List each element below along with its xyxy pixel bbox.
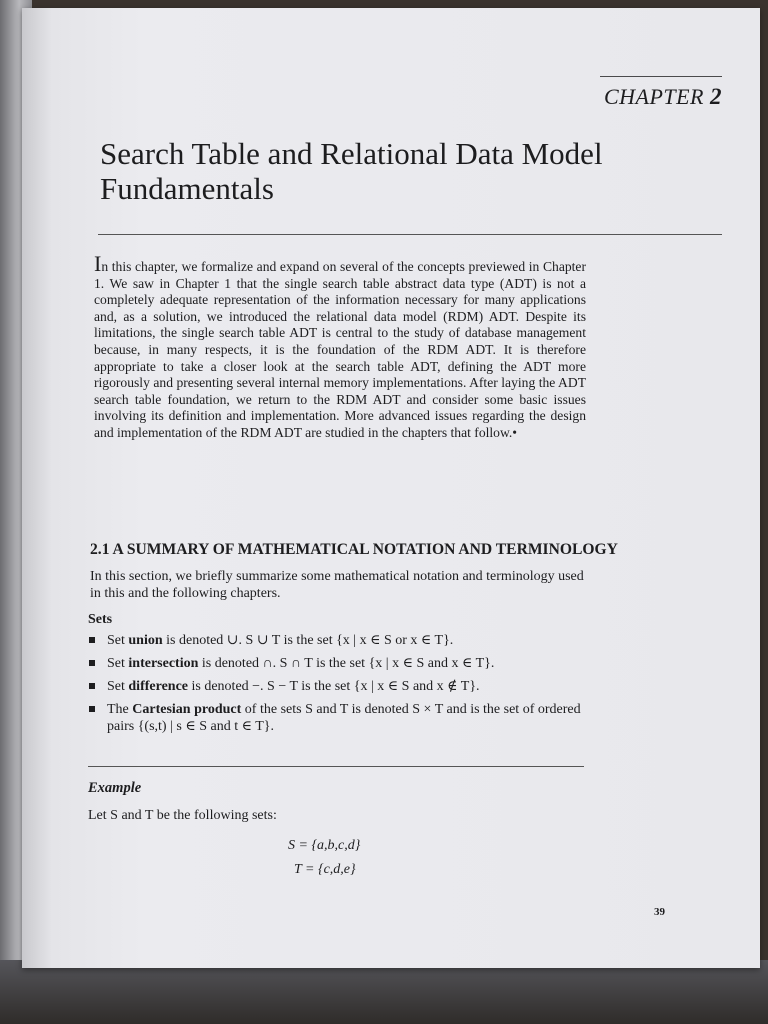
chapter-title: Search Table and Relational Data Model Fundamentals [100,136,603,206]
term-union: union [128,633,163,648]
chapter-prefix: CHAPTER [603,84,704,109]
term-difference: difference [128,679,188,694]
equation-t: T = {c,d,e} [294,862,356,877]
equation-s: S = {a,b,c,d} [288,838,361,853]
bullet-square-icon [89,637,95,643]
bullet-square-icon [89,683,95,689]
page-number: 39 [654,906,665,918]
list-item: Set union is denoted ∪. S ∪ T is the set {x | x ∈ S or x ∈ T}. [88,632,608,649]
background-surface [0,960,768,1024]
intro-paragraph [94,251,586,442]
term-intersection: intersection [128,656,199,671]
section-text: In this section, we briefly summarize some mathematical notation and terminology used in this and the following chapters. [90,569,584,601]
list-item: Set intersection is denoted ∩. S ∩ T is the set {x | x ∈ S and x ∈ T}. [88,655,608,672]
list-item: Set difference is denoted −. S − T is the set {x | x ∈ S and x ∉ T}. [88,678,608,695]
bullet-square-icon [89,706,95,712]
list-item: The Cartesian product of the sets S and T is denoted S × T and is the set of ordered pairs {(s,t) | s ∈ S and t ∈ T}. [88,701,608,735]
chapter-rule [600,76,722,77]
term-cartesian-product: Cartesian product [132,702,242,717]
intro-text: n this chapter, we formalize and expand on several of the concepts previewed in Chapter 1. We saw in Chapter 1 that the single search table abstract data type (ADT) is not a completely adequate representation of the information necessary for many applications and, as a solution, we introduced the relational data model (RDM) ADT. Despite its limitations, the single search table ADT is central to the study of database management because, in many respects, it is the foundation of the RDM ADT. It is therefore appropriate to take a closer look at the search table ADT, defining the ADT more rigorously and presenting several internal memory implementations. After laying the ADT search table foundation, we return to the RDM ADT and consider some basic issues involving its definition and implementation. More advanced issues regarding the design and implementation of the RDM ADT are studied in the chapters that follow.• [94,259,586,440]
sets-heading: Sets [88,612,113,627]
sets-list [88,632,608,741]
chapter-label [604,84,722,110]
example-heading: Example [88,780,142,796]
bullet-square-icon [89,660,95,666]
title-rule [98,234,722,235]
intro-dropcap: I [94,251,102,276]
book-page [22,8,760,968]
example-rule [88,766,584,767]
chapter-number: 2 [710,84,722,109]
section-heading: 2.1 A SUMMARY OF MATHEMATICAL NOTATION AND TERMINOLOGY [90,541,618,558]
example-text: Let S and T be the following sets: [88,808,277,823]
